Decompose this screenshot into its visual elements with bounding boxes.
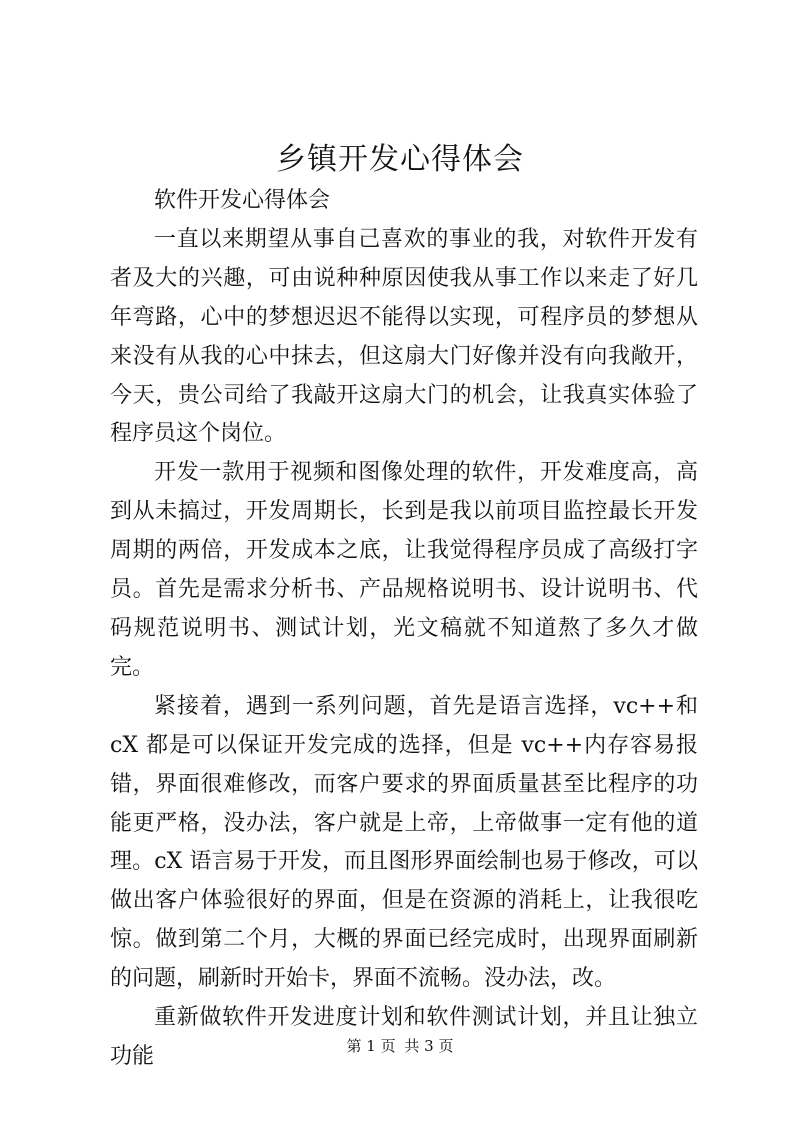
page-number: 第 1 页 [346,1037,396,1055]
page-total: 共 3 页 [404,1037,454,1055]
page-footer [0,1036,800,1056]
paragraph: 重新做软件开发进度计划和软件测试计划，并且让独立功能 [110,1005,698,1069]
paragraph: 开发一款用于视频和图像处理的软件，开发难度高，高到从未搞过，开发周期长，长到是我以前项目监控最长开发周期的两倍，开发成本之底，让我觉得程序员成了高级打字员。首先是需求分析书、产品规格说明书、设计说明书、代码规范说明书、测试计划，光文稿就不知道熬了多久才做完。 [110,460,698,680]
paragraph: 紧接着，遇到一系列问题，首先是语言选择，vc++和 cX 都是可以保证开发完成的选择，但是 vc++内存容易报错，界面很难修改，而客户要求的界面质量甚至比程序的功能更严格，没办法，客户就是上帝，上帝做事一定有他的道理。cX 语言易于开发，而且图形界面绘制也易于修改，可以做出客户体验很好的界面，但是在资源的消耗上，让我很吃惊。做到第二个月，大概的界面已经完成时，出现界面刷新的问题，刷新时开始卡，界面不流畅。没办法，改。 [110,693,698,992]
document-title: 乡镇开发心得体会 [276,142,524,177]
paragraph: 一直以来期望从事自己喜欢的事业的我，对软件开发有者及大的兴趣，可由说种种原因使我从事工作以来走了好几年弯路，心中的梦想迟迟不能得以实现，可程序员的梦想从来没有从我的心中抹去，但这扇大门好像并没有向我敞开，今天，贵公司给了我敲开这扇大门的机会，让我真实体验了程序员这个岗位。 [110,226,698,447]
document-body [110,182,698,1077]
paragraph-subtitle: 软件开发心得体会 [154,188,331,213]
